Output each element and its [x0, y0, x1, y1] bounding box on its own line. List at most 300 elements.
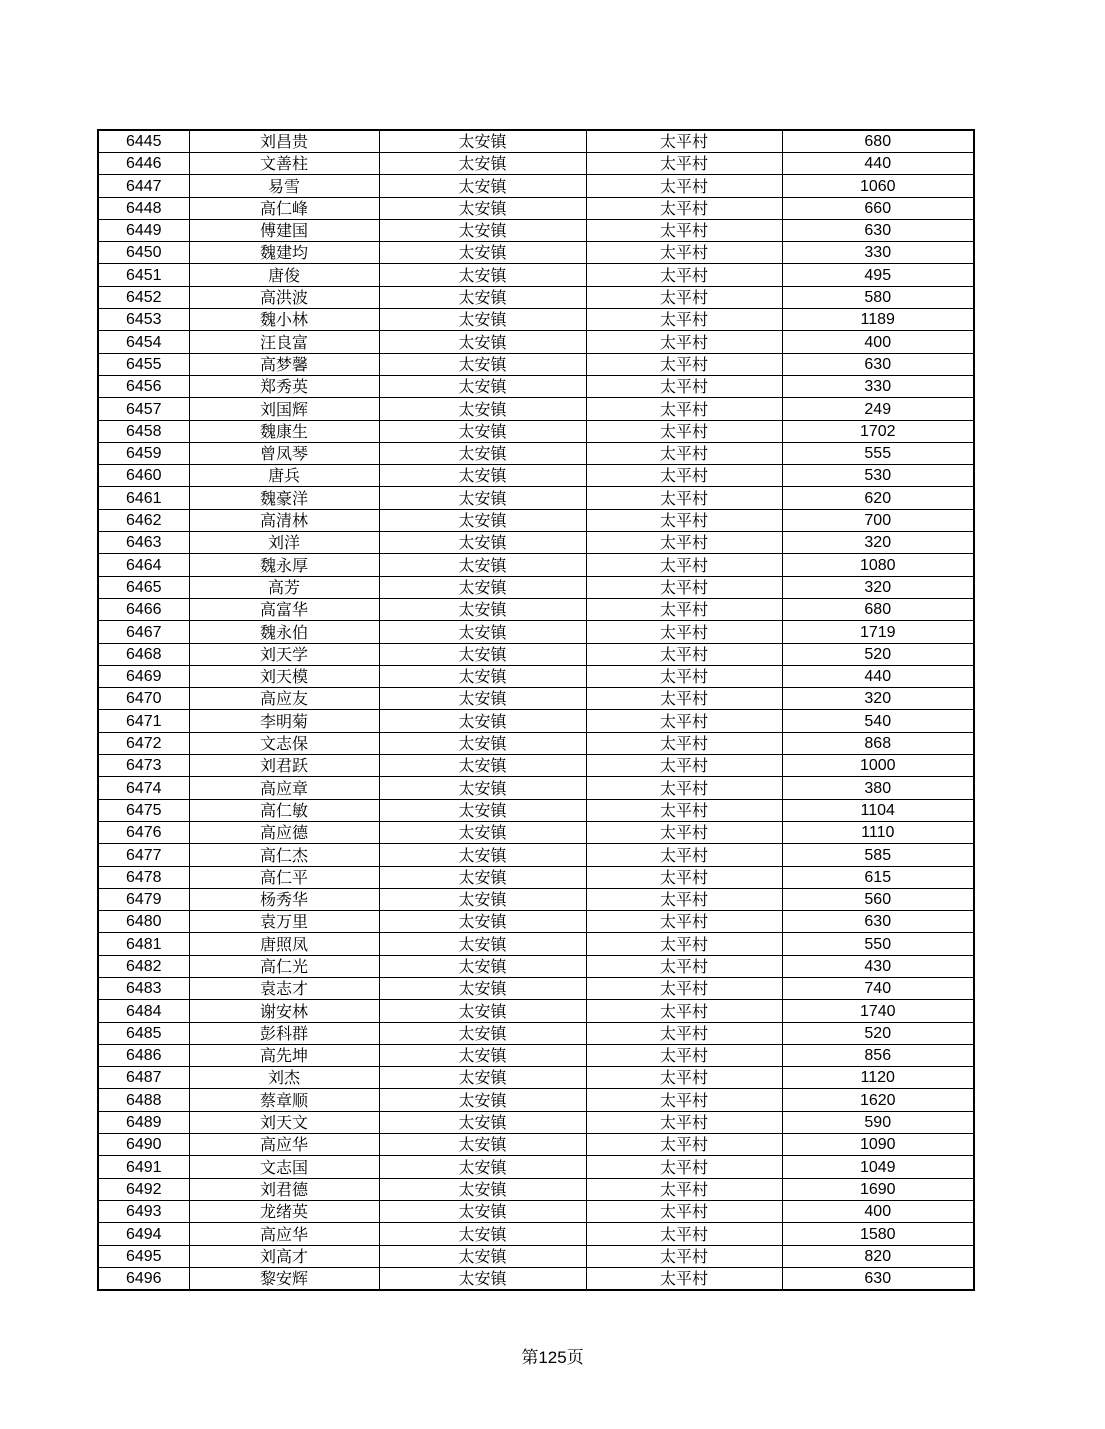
cell-amount: 700 [782, 509, 974, 531]
cell-town: 太安镇 [379, 688, 586, 710]
table-row [98, 242, 974, 264]
cell-id: 6471 [98, 710, 189, 732]
table-row [98, 130, 974, 153]
cell-id: 6467 [98, 621, 189, 643]
cell-name: 高仁平 [189, 866, 379, 888]
cell-name: 李明菊 [189, 710, 379, 732]
cell-town: 太安镇 [379, 777, 586, 799]
cell-village: 太平村 [586, 398, 782, 420]
cell-town: 太安镇 [379, 888, 586, 910]
cell-village: 太平村 [586, 1267, 782, 1290]
cell-town: 太安镇 [379, 1044, 586, 1066]
table-row [98, 844, 974, 866]
table-row [98, 621, 974, 643]
cell-amount: 820 [782, 1245, 974, 1267]
cell-village: 太平村 [586, 309, 782, 331]
cell-amount: 320 [782, 532, 974, 554]
cell-village: 太平村 [586, 1156, 782, 1178]
cell-amount: 380 [782, 777, 974, 799]
table-row [98, 309, 974, 331]
cell-amount: 868 [782, 732, 974, 754]
cell-amount: 430 [782, 955, 974, 977]
cell-amount: 1189 [782, 309, 974, 331]
cell-name: 高清林 [189, 509, 379, 531]
cell-village: 太平村 [586, 777, 782, 799]
cell-town: 太安镇 [379, 442, 586, 464]
table-row [98, 1156, 974, 1178]
table-row [98, 911, 974, 933]
table-row [98, 933, 974, 955]
cell-village: 太平村 [586, 219, 782, 241]
cell-amount: 630 [782, 911, 974, 933]
cell-town: 太安镇 [379, 353, 586, 375]
cell-village: 太平村 [586, 509, 782, 531]
cell-town: 太安镇 [379, 598, 586, 620]
cell-amount: 330 [782, 375, 974, 397]
table-row [98, 264, 974, 286]
cell-id: 6491 [98, 1156, 189, 1178]
cell-name: 刘天模 [189, 665, 379, 687]
cell-village: 太平村 [586, 375, 782, 397]
cell-town: 太安镇 [379, 933, 586, 955]
cell-name: 魏永厚 [189, 554, 379, 576]
cell-amount: 620 [782, 487, 974, 509]
cell-name: 高应章 [189, 777, 379, 799]
cell-amount: 630 [782, 353, 974, 375]
cell-amount: 440 [782, 665, 974, 687]
cell-name: 高应德 [189, 821, 379, 843]
cell-amount: 520 [782, 643, 974, 665]
cell-id: 6472 [98, 732, 189, 754]
cell-village: 太平村 [586, 643, 782, 665]
cell-name: 刘高才 [189, 1245, 379, 1267]
cell-village: 太平村 [586, 175, 782, 197]
cell-amount: 630 [782, 219, 974, 241]
cell-village: 太平村 [586, 1089, 782, 1111]
cell-id: 6470 [98, 688, 189, 710]
cell-village: 太平村 [586, 197, 782, 219]
table-row [98, 777, 974, 799]
cell-id: 6453 [98, 309, 189, 331]
cell-amount: 560 [782, 888, 974, 910]
cell-town: 太安镇 [379, 375, 586, 397]
cell-id: 6454 [98, 331, 189, 353]
cell-name: 魏小林 [189, 309, 379, 331]
cell-amount: 680 [782, 598, 974, 620]
cell-id: 6452 [98, 286, 189, 308]
cell-town: 太安镇 [379, 1245, 586, 1267]
cell-name: 易雪 [189, 175, 379, 197]
table-row [98, 955, 974, 977]
cell-village: 太平村 [586, 888, 782, 910]
cell-village: 太平村 [586, 1044, 782, 1066]
cell-name: 高仁光 [189, 955, 379, 977]
cell-village: 太平村 [586, 442, 782, 464]
cell-town: 太安镇 [379, 643, 586, 665]
cell-village: 太平村 [586, 353, 782, 375]
cell-name: 高仁敏 [189, 799, 379, 821]
cell-town: 太安镇 [379, 197, 586, 219]
cell-name: 彭科群 [189, 1022, 379, 1044]
cell-amount: 590 [782, 1111, 974, 1133]
cell-id: 6469 [98, 665, 189, 687]
cell-amount: 1719 [782, 621, 974, 643]
cell-town: 太安镇 [379, 955, 586, 977]
cell-town: 太安镇 [379, 264, 586, 286]
cell-id: 6488 [98, 1089, 189, 1111]
cell-id: 6455 [98, 353, 189, 375]
cell-village: 太平村 [586, 420, 782, 442]
cell-id: 6464 [98, 554, 189, 576]
cell-town: 太安镇 [379, 844, 586, 866]
cell-amount: 1702 [782, 420, 974, 442]
table-row [98, 1022, 974, 1044]
cell-id: 6480 [98, 911, 189, 933]
table-row [98, 1000, 974, 1022]
cell-name: 刘君跃 [189, 755, 379, 777]
cell-town: 太安镇 [379, 331, 586, 353]
cell-amount: 1110 [782, 821, 974, 843]
cell-town: 太安镇 [379, 219, 586, 241]
cell-amount: 520 [782, 1022, 974, 1044]
table-row [98, 821, 974, 843]
cell-name: 袁万里 [189, 911, 379, 933]
cell-amount: 1690 [782, 1178, 974, 1200]
cell-id: 6486 [98, 1044, 189, 1066]
cell-town: 太安镇 [379, 1178, 586, 1200]
cell-name: 黎安辉 [189, 1267, 379, 1290]
cell-town: 太安镇 [379, 420, 586, 442]
cell-town: 太安镇 [379, 1067, 586, 1089]
cell-id: 6450 [98, 242, 189, 264]
cell-name: 刘昌贵 [189, 130, 379, 153]
cell-town: 太安镇 [379, 1089, 586, 1111]
cell-town: 太安镇 [379, 977, 586, 999]
cell-name: 唐照凤 [189, 933, 379, 955]
cell-name: 高仁峰 [189, 197, 379, 219]
cell-village: 太平村 [586, 866, 782, 888]
cell-id: 6481 [98, 933, 189, 955]
cell-amount: 1580 [782, 1223, 974, 1245]
table-row [98, 665, 974, 687]
cell-id: 6478 [98, 866, 189, 888]
cell-village: 太平村 [586, 264, 782, 286]
cell-amount: 1060 [782, 175, 974, 197]
cell-amount: 580 [782, 286, 974, 308]
footer-suffix: 页 [566, 1348, 584, 1368]
cell-town: 太安镇 [379, 710, 586, 732]
cell-id: 6465 [98, 576, 189, 598]
cell-id: 6474 [98, 777, 189, 799]
cell-id: 6482 [98, 955, 189, 977]
cell-town: 太安镇 [379, 799, 586, 821]
cell-amount: 1740 [782, 1000, 974, 1022]
cell-id: 6468 [98, 643, 189, 665]
cell-town: 太安镇 [379, 509, 586, 531]
cell-town: 太安镇 [379, 866, 586, 888]
cell-amount: 550 [782, 933, 974, 955]
cell-name: 高应华 [189, 1134, 379, 1156]
table-row [98, 554, 974, 576]
cell-village: 太平村 [586, 1223, 782, 1245]
cell-id: 6460 [98, 465, 189, 487]
cell-town: 太安镇 [379, 911, 586, 933]
table-row [98, 442, 974, 464]
cell-id: 6492 [98, 1178, 189, 1200]
cell-town: 太安镇 [379, 1200, 586, 1222]
table-row [98, 420, 974, 442]
table-row [98, 1245, 974, 1267]
cell-town: 太安镇 [379, 576, 586, 598]
cell-id: 6489 [98, 1111, 189, 1133]
cell-name: 唐俊 [189, 264, 379, 286]
cell-town: 太安镇 [379, 309, 586, 331]
cell-amount: 1090 [782, 1134, 974, 1156]
cell-village: 太平村 [586, 710, 782, 732]
table-row [98, 375, 974, 397]
cell-town: 太安镇 [379, 153, 586, 175]
table-row [98, 710, 974, 732]
cell-name: 袁志才 [189, 977, 379, 999]
cell-name: 蔡章顺 [189, 1089, 379, 1111]
cell-id: 6496 [98, 1267, 189, 1290]
cell-name: 高仁杰 [189, 844, 379, 866]
cell-name: 高洪波 [189, 286, 379, 308]
cell-name: 唐兵 [189, 465, 379, 487]
cell-name: 文志保 [189, 732, 379, 754]
cell-town: 太安镇 [379, 1022, 586, 1044]
cell-id: 6456 [98, 375, 189, 397]
table-row [98, 598, 974, 620]
cell-village: 太平村 [586, 844, 782, 866]
cell-name: 刘洋 [189, 532, 379, 554]
cell-town: 太安镇 [379, 1000, 586, 1022]
cell-amount: 320 [782, 576, 974, 598]
cell-town: 太安镇 [379, 487, 586, 509]
cell-town: 太安镇 [379, 1267, 586, 1290]
cell-id: 6495 [98, 1245, 189, 1267]
table-row [98, 286, 974, 308]
cell-id: 6445 [98, 130, 189, 153]
cell-village: 太平村 [586, 1245, 782, 1267]
cell-town: 太安镇 [379, 732, 586, 754]
cell-amount: 680 [782, 130, 974, 153]
table-row [98, 1267, 974, 1290]
cell-village: 太平村 [586, 799, 782, 821]
cell-id: 6484 [98, 1000, 189, 1022]
cell-village: 太平村 [586, 153, 782, 175]
cell-amount: 495 [782, 264, 974, 286]
cell-amount: 530 [782, 465, 974, 487]
cell-name: 曾凤琴 [189, 442, 379, 464]
cell-village: 太平村 [586, 1067, 782, 1089]
cell-village: 太平村 [586, 933, 782, 955]
cell-town: 太安镇 [379, 242, 586, 264]
cell-name: 魏永伯 [189, 621, 379, 643]
cell-town: 太安镇 [379, 621, 586, 643]
cell-name: 高富华 [189, 598, 379, 620]
data-table [97, 129, 975, 1291]
cell-name: 刘国辉 [189, 398, 379, 420]
cell-id: 6473 [98, 755, 189, 777]
cell-id: 6463 [98, 532, 189, 554]
cell-id: 6459 [98, 442, 189, 464]
cell-amount: 740 [782, 977, 974, 999]
cell-amount: 660 [782, 197, 974, 219]
cell-amount: 585 [782, 844, 974, 866]
cell-town: 太安镇 [379, 130, 586, 153]
footer-prefix: 第 [521, 1348, 539, 1368]
table-row [98, 732, 974, 754]
cell-village: 太平村 [586, 1111, 782, 1133]
cell-town: 太安镇 [379, 286, 586, 308]
table-row [98, 688, 974, 710]
cell-id: 6485 [98, 1022, 189, 1044]
cell-village: 太平村 [586, 955, 782, 977]
cell-name: 高芳 [189, 576, 379, 598]
cell-village: 太平村 [586, 1134, 782, 1156]
cell-town: 太安镇 [379, 1111, 586, 1133]
table-row [98, 509, 974, 531]
cell-village: 太平村 [586, 487, 782, 509]
cell-town: 太安镇 [379, 465, 586, 487]
page-number: 125 [538, 1348, 567, 1367]
cell-name: 魏豪洋 [189, 487, 379, 509]
cell-amount: 400 [782, 1200, 974, 1222]
table-row [98, 197, 974, 219]
table-body [98, 130, 974, 1290]
table-row [98, 576, 974, 598]
cell-village: 太平村 [586, 1022, 782, 1044]
cell-amount: 400 [782, 331, 974, 353]
table-row [98, 465, 974, 487]
cell-name: 龙绪英 [189, 1200, 379, 1222]
cell-village: 太平村 [586, 286, 782, 308]
cell-amount: 1620 [782, 1089, 974, 1111]
cell-id: 6462 [98, 509, 189, 531]
cell-id: 6476 [98, 821, 189, 843]
table-row [98, 888, 974, 910]
table-row [98, 866, 974, 888]
table-row [98, 153, 974, 175]
table-row [98, 1111, 974, 1133]
cell-village: 太平村 [586, 331, 782, 353]
table-row [98, 977, 974, 999]
table-row [98, 398, 974, 420]
cell-town: 太安镇 [379, 665, 586, 687]
cell-id: 6475 [98, 799, 189, 821]
cell-village: 太平村 [586, 532, 782, 554]
cell-id: 6447 [98, 175, 189, 197]
cell-amount: 540 [782, 710, 974, 732]
cell-id: 6457 [98, 398, 189, 420]
cell-name: 刘天文 [189, 1111, 379, 1133]
cell-name: 杨秀华 [189, 888, 379, 910]
cell-amount: 555 [782, 442, 974, 464]
cell-village: 太平村 [586, 130, 782, 153]
cell-amount: 856 [782, 1044, 974, 1066]
cell-amount: 1120 [782, 1067, 974, 1089]
table-row [98, 643, 974, 665]
table-row [98, 353, 974, 375]
table-row [98, 1089, 974, 1111]
cell-id: 6466 [98, 598, 189, 620]
cell-town: 太安镇 [379, 532, 586, 554]
cell-town: 太安镇 [379, 175, 586, 197]
cell-id: 6446 [98, 153, 189, 175]
cell-village: 太平村 [586, 1200, 782, 1222]
cell-town: 太安镇 [379, 755, 586, 777]
cell-id: 6449 [98, 219, 189, 241]
cell-amount: 1000 [782, 755, 974, 777]
cell-name: 魏建均 [189, 242, 379, 264]
cell-amount: 1080 [782, 554, 974, 576]
table-row [98, 487, 974, 509]
table-row [98, 331, 974, 353]
table-row [98, 755, 974, 777]
cell-name: 谢安林 [189, 1000, 379, 1022]
cell-id: 6490 [98, 1134, 189, 1156]
cell-village: 太平村 [586, 755, 782, 777]
cell-id: 6483 [98, 977, 189, 999]
table-row [98, 1200, 974, 1222]
cell-name: 文志国 [189, 1156, 379, 1178]
cell-name: 高先坤 [189, 1044, 379, 1066]
cell-village: 太平村 [586, 1000, 782, 1022]
cell-amount: 330 [782, 242, 974, 264]
cell-town: 太安镇 [379, 1134, 586, 1156]
cell-name: 高梦馨 [189, 353, 379, 375]
cell-village: 太平村 [586, 821, 782, 843]
cell-id: 6487 [98, 1067, 189, 1089]
cell-id: 6494 [98, 1223, 189, 1245]
cell-name: 刘君德 [189, 1178, 379, 1200]
table-row [98, 1134, 974, 1156]
cell-id: 6451 [98, 264, 189, 286]
cell-town: 太安镇 [379, 398, 586, 420]
cell-name: 汪良富 [189, 331, 379, 353]
cell-village: 太平村 [586, 554, 782, 576]
cell-town: 太安镇 [379, 1156, 586, 1178]
cell-village: 太平村 [586, 1178, 782, 1200]
cell-id: 6479 [98, 888, 189, 910]
cell-village: 太平村 [586, 598, 782, 620]
cell-village: 太平村 [586, 688, 782, 710]
cell-amount: 1049 [782, 1156, 974, 1178]
cell-name: 高应友 [189, 688, 379, 710]
cell-name: 文善柱 [189, 153, 379, 175]
cell-village: 太平村 [586, 732, 782, 754]
table-row [98, 1067, 974, 1089]
cell-village: 太平村 [586, 576, 782, 598]
page-footer [0, 1343, 1105, 1368]
table-row [98, 532, 974, 554]
cell-name: 刘杰 [189, 1067, 379, 1089]
cell-village: 太平村 [586, 242, 782, 264]
cell-amount: 630 [782, 1267, 974, 1290]
cell-village: 太平村 [586, 665, 782, 687]
cell-village: 太平村 [586, 977, 782, 999]
cell-name: 傅建国 [189, 219, 379, 241]
cell-amount: 1104 [782, 799, 974, 821]
cell-id: 6458 [98, 420, 189, 442]
table-row [98, 799, 974, 821]
table-row [98, 219, 974, 241]
cell-town: 太安镇 [379, 554, 586, 576]
cell-name: 高应华 [189, 1223, 379, 1245]
cell-village: 太平村 [586, 911, 782, 933]
cell-id: 6461 [98, 487, 189, 509]
